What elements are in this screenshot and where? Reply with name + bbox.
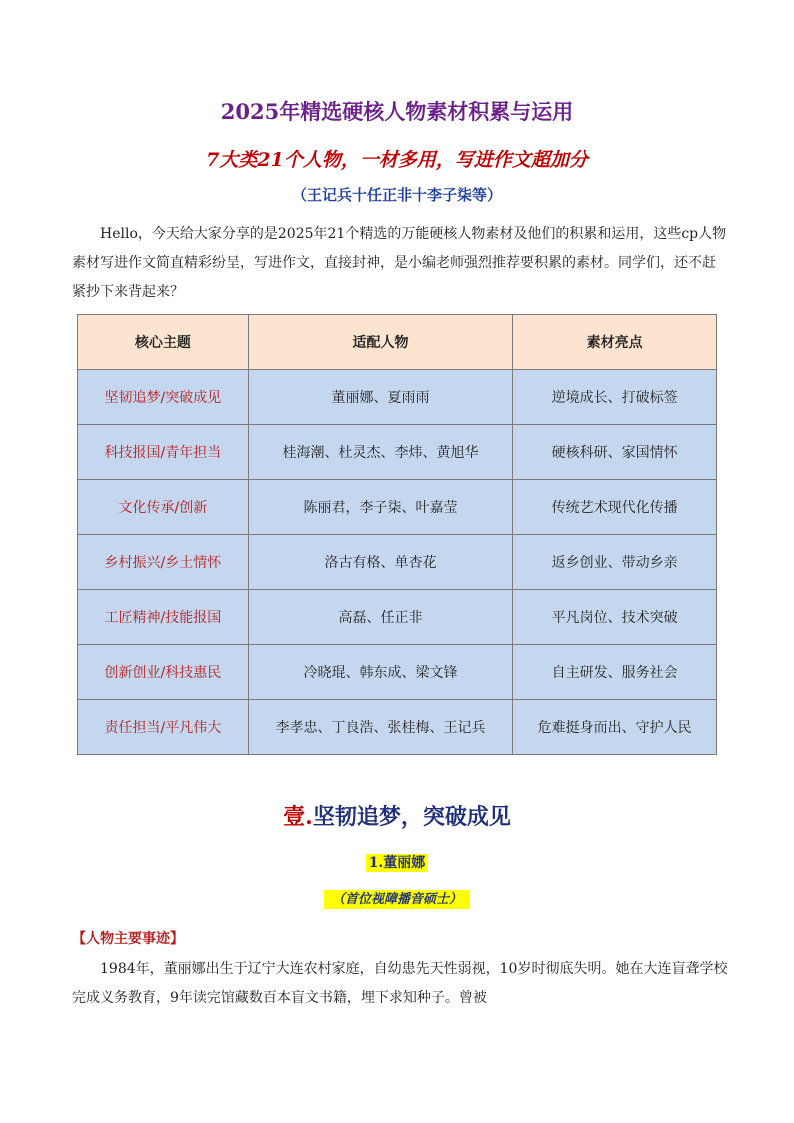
people-cell: 冷晓琨、韩东成、梁文锋 [248,645,513,700]
theme-cell: 创新创业/科技惠民 [78,645,249,700]
people-cell: 陈丽君，李子柒、叶嘉莹 [248,480,513,535]
story-label: 【人物主要事迹】 [72,931,184,947]
highlight-cell: 传统艺术现代化传播 [513,480,717,535]
highlight-cell: 硬核科研、家国情怀 [513,425,717,480]
intro-paragraph: Hello，今天给大家分享的是2025年21个精选的万能硬核人物素材及他们的积累和运用，这些cp人物素材写进作文简直精彩纷呈，写进作文，直接封神，是小编老师强烈推荐要积累的素材。同学们，还不赶紧抄下来背起来？ [72,226,727,300]
people-cell: 洛古有格、单杏花 [248,535,513,590]
table-header-cell: 素材亮点 [513,315,717,370]
people-cell: 董丽娜、夏雨雨 [248,370,513,425]
theme-cell: 科技报国/青年担当 [78,425,249,480]
table-row [78,370,717,425]
table-row [78,645,717,700]
table-row [78,590,717,645]
theme-cell: 工匠精神/技能报国 [78,590,249,645]
theme-table [77,314,717,755]
person-tag: （首位视障播音硕士） [324,890,470,909]
section-heading [0,800,794,831]
section-title: 坚韧追梦，突破成见 [312,804,511,830]
table-row [78,535,717,590]
table-header-row [78,315,717,370]
page-subtitle: 7大类21个人物，一材多用，写进作文超加分 [206,149,588,171]
person-name: 1.董丽娜 [366,854,429,872]
people-cell: 桂海潮、杜灵杰、李炜、黄旭华 [248,425,513,480]
highlight-cell: 平凡岗位、技术突破 [513,590,717,645]
highlight-cell: 危难挺身而出、守护人民 [513,700,717,755]
theme-cell: 责任担当/平凡伟大 [78,700,249,755]
table-header-cell: 核心主题 [78,315,249,370]
section-number: 壹. [283,804,313,830]
table-row [78,480,717,535]
people-cell: 李孝忠、丁良浩、张桂梅、王记兵 [248,700,513,755]
page-title: 2025年精选硬核人物素材积累与运用 [220,99,574,124]
highlight-cell: 逆境成长、打破标签 [513,370,717,425]
theme-cell: 坚韧追梦/突破成见 [78,370,249,425]
person-tag-line [0,888,794,907]
table-row [78,425,717,480]
people-cell: 高磊、任正非 [248,590,513,645]
theme-cell: 文化传承/创新 [78,480,249,535]
table-row [78,700,717,755]
highlight-cell: 自主研发、服务社会 [513,645,717,700]
theme-cell: 乡村振兴/乡土情怀 [78,535,249,590]
person-heading [0,852,794,872]
page-subnote: （王记兵十任正非十李子柒等） [291,186,502,204]
story-paragraph: 1984年，董丽娜出生于辽宁大连农村家庭，自幼患先天性弱视，10岁时彻底失明。她在大连盲聋学校完成义务教育，9年读完馆藏数百本盲文书籍，埋下求知种子。曾被 [72,961,728,1006]
table-header-cell: 适配人物 [248,315,513,370]
highlight-cell: 返乡创业、带动乡亲 [513,535,717,590]
